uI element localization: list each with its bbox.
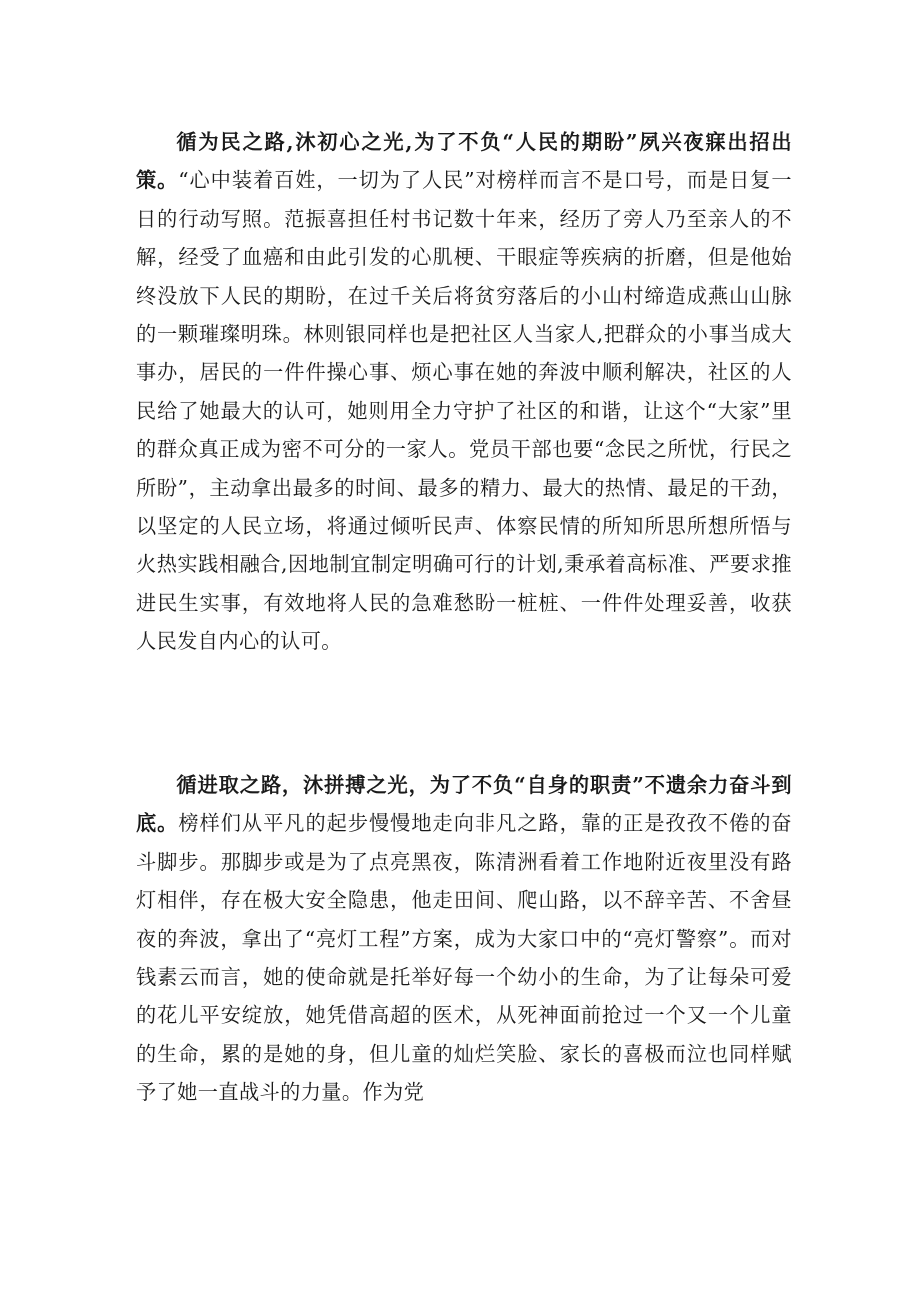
paragraph-1-lead: 循为民之路,沐初心之光,为了不负“人民的期盼”夙兴夜寐出招出策。 (136, 130, 792, 193)
paragraph-2-body: 榜样们从平凡的起步慢慢地走向非凡之路，靠的正是孜孜不倦的奋斗脚步。那脚步或是为了点亮黑夜，陈清洲看着工作地附近夜里没有路灯相伴，存在极大安全隐患，他走田间、爬山路，以不辞辛苦、不舍昼夜的奔波，拿出了“亮灯工程”方案，成为大家口中的“亮灯警察”。而对钱素云而言，她的使命就是托举好每一个幼小的生命，为了让每朵可爱的花儿平安绽放，她凭借高超的医术，从死神面前抢过一个又一个儿童的生命，累的是她的身，但儿童的灿烂笑脸、家长的喜极而泣也同样赋予了她一直战斗的力量。作为党 (136, 811, 792, 1105)
paragraph-1 (136, 123, 792, 661)
paragraph-1-body: “心中装着百姓，一切为了人民”对榜样而言不是口号，而是日复一日的行动写照。范振喜担任村书记数十年来，经历了旁人乃至亲人的不解，经受了血癌和由此引发的心肌梗、干眼症等疾病的折磨，但是他始终没放下人民的期盼，在过千关后将贫穷落后的小山村缔造成燕山山脉的一颗璀璨明珠。林则银同样也是把社区人当家人,把群众的小事当成大事办，居民的一件件操心事、烦心事在她的奔波中顺利解决，社区的人民给了她最大的认可，她则用全力守护了社区的和谐，让这个“大家”里的群众真正成为密不可分的一家人。党员干部也要“念民之所忧，行民之所盼”，主动拿出最多的时间、最多的精力、最大的热情、最足的干劲，以坚定的人民立场，将通过倾听民声、体察民情的所知所思所想所悟与火热实践相融合,因地制宜制定明确可行的计划,秉承着高标准、严要求推进民生实事，有效地将人民的急难愁盼一桩桩、一件件处理妥善，收获人民发自内心的认可。 (136, 168, 792, 654)
paragraph-2 (136, 766, 792, 1112)
paragraph-2-lead: 循进取之路，沐拼搏之光，为了不负“自身的职责”不遗余力奋斗到底。 (136, 773, 792, 836)
